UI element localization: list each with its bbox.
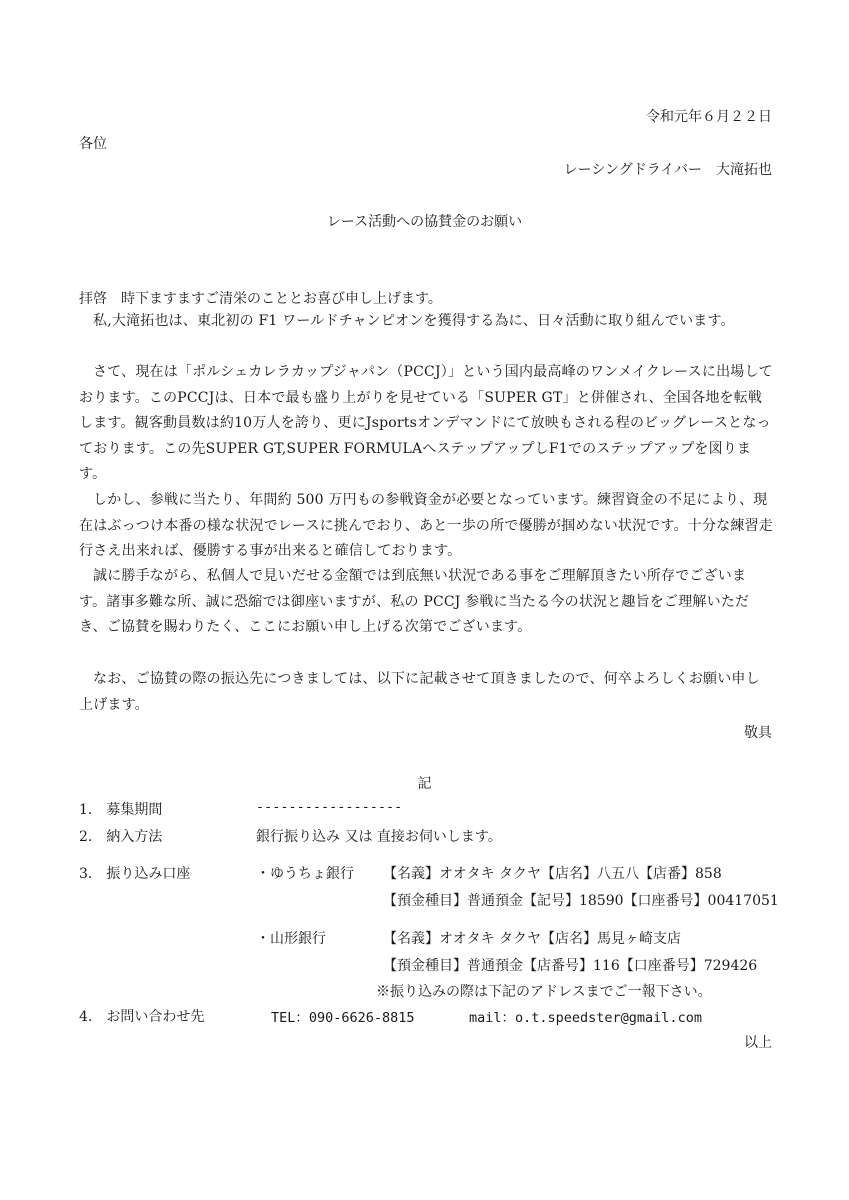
item-1-value: ------------------ xyxy=(256,799,403,815)
contact-tel: TEL：090-6626-8815 xyxy=(271,1010,415,1026)
letter-title: レース活動への協賛金のお願い xyxy=(326,214,523,230)
paragraph-4: 誠に勝手ながら、私個人で見いだせる金額では到底無い状況である事をご理解頂きたい所存でございます。諸事多難な所、誠に恐縮では御座いますが、私の PCCJ 参戦に当たる今の状況と趣旨をご理解いただき、ご協賛を賜わりたく、ここにお願い申し上げる次第でございます。 xyxy=(79,568,750,635)
ki-heading: 記 xyxy=(417,776,432,792)
closing-keigu: 敬具 xyxy=(744,725,772,741)
end-ijou: 以上 xyxy=(744,1035,772,1051)
bank-2-name: ・山形銀行 xyxy=(256,931,326,947)
paragraph-3: しかし、参戦に当たり、年間約 500 万円もの参戦資金が必要となっています。練習資金の不足により、現在はぶっつけ本番の様な状況でレースに挑んでおり、あと一歩の所で優勝が掴めない状況です。十分な練習走行さえ出来れば、優勝する事が出来ると確信しております。 xyxy=(79,492,773,559)
item-2-value: 銀行振り込み 又は 直接お伺いします。 xyxy=(256,829,502,845)
bank-1-line-1: 【名義】オオタキ タクヤ【店名】八五八【店番】858 xyxy=(383,866,722,882)
transfer-note: ※振り込みの際は下記のアドレスまでご一報下さい。 xyxy=(376,984,712,1000)
contact-mail: mail：o.t.speedster@gmail.com xyxy=(469,1010,702,1026)
item-2-label: 2. 納入方法 xyxy=(79,829,163,845)
bank-2-line-2: 【預金種目】普通預金【店番号】116【口座番号】729426 xyxy=(383,958,758,974)
paragraph-5: なお、ご協賛の際の振込先につきましては、以下に記載させて頂きましたので、何卒よろしくお願い申し上げます。 xyxy=(79,671,760,713)
paragraph-1: 私,大滝拓也は、東北初の F1 ワールドチャンピオンを獲得する為に、日々活動に取り組んでいます。 xyxy=(93,313,735,329)
item-3-label: 3. 振り込み口座 xyxy=(79,866,191,882)
bank-1-name: ・ゆうちょ銀行 xyxy=(256,866,354,882)
bank-2-line-1: 【名義】オオタキ タクヤ【店名】馬見ヶ崎支店 xyxy=(383,931,682,947)
paragraph-2: さて、現在は「ポルシェカレラカップジャパン（PCCJ）」という国内最高峰のワンメイクレースに出場しております。このPCCJは、日本で最も盛り上がりを見せている「SUPER GT」と併催され、全国各地を転戦します。観客動員数は約10万人を誇り、更にJsportsオンデマンドにて放映もされる程のビッグレースとなっております。この先SUPER GT,SUPER FORMULAへステップアップしF1でのステップアップを図ります。 xyxy=(79,364,773,482)
item-1-label: 1. 募集期間 xyxy=(79,802,163,818)
item-4-label: 4. お問い合わせ先 xyxy=(79,1009,205,1025)
greeting: 拝啓 時下ますますご清栄のこととお喜び申し上げます。 xyxy=(79,291,442,307)
recipient: 各位 xyxy=(79,136,107,152)
sender-name: レーシングドライバー 大滝拓也 xyxy=(563,162,772,178)
bank-1-line-2: 【預金種目】普通預金【記号】18590【口座番号】00417051 xyxy=(383,893,779,909)
letter-date: 令和元年６月２２日 xyxy=(646,109,772,125)
